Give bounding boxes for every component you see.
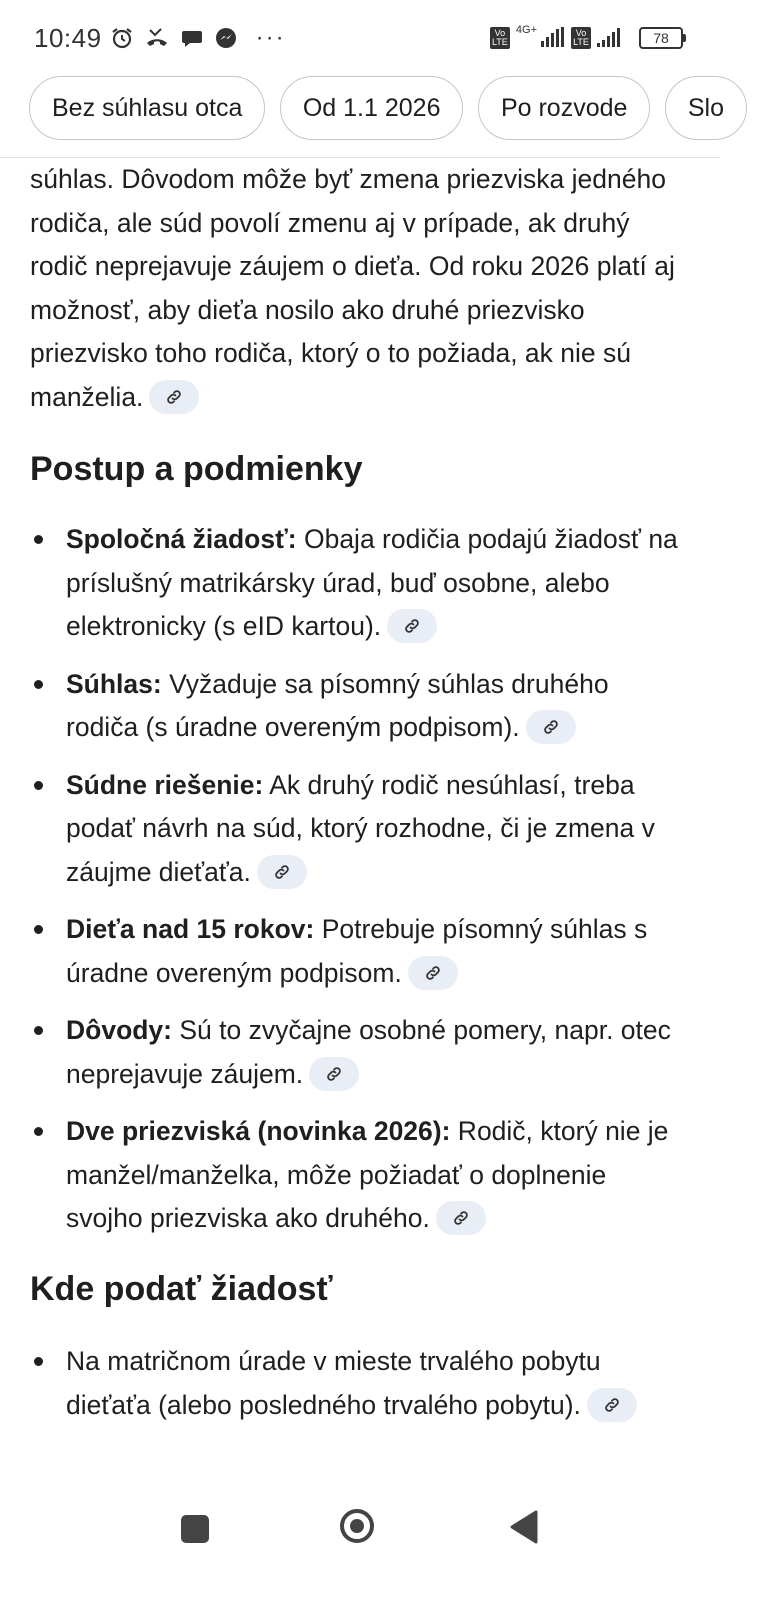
intro-text: súhlas. Dôvodom môže byť zmena priezviska jedného rodiča, ale súd povolí zmenu aj v prípade, ak druhý rodič neprejavuje záujem o dieťa. Od roku 2026 platí aj možnosť, aby dieťa nosilo ako druhé priezvisko priezvisko toho rodiča, ktorý o to požiada, ak nie sú manželia. xyxy=(30,164,675,412)
source-link-button[interactable] xyxy=(387,609,437,643)
link-icon xyxy=(603,1396,621,1414)
messenger-icon xyxy=(214,26,238,50)
back-icon[interactable] xyxy=(508,1510,538,1549)
where-to-apply-list xyxy=(0,1340,720,1441)
section-heading-postup: Postup a podmienky xyxy=(30,450,363,488)
link-icon xyxy=(273,863,291,881)
source-link-button[interactable] xyxy=(309,1057,359,1091)
chip-bez-suhlasu-otca[interactable]: Bez súhlasu otca xyxy=(29,76,265,140)
list-item: Spoločná žiadosť: Obaja rodičia podajú žiadosť na príslušný matrikársky úrad, buď osobne, alebo elektronicky (s eID kartou). xyxy=(0,518,720,649)
volte-badge-2: Vo LTE xyxy=(571,27,591,49)
chip-od-2026[interactable]: Od 1.1 2026 xyxy=(280,76,464,140)
recent-apps-icon[interactable] xyxy=(181,1515,209,1543)
list-item: Dieťa nad 15 rokov: Potrebuje písomný súhlas s úradne overeným podpisom. xyxy=(0,908,720,995)
conditions-list xyxy=(0,518,720,1255)
home-icon[interactable] xyxy=(340,1509,374,1543)
source-link-button[interactable] xyxy=(436,1201,486,1235)
status-bar xyxy=(0,0,720,76)
more-notifications-indicator: ··· xyxy=(255,24,286,51)
link-icon xyxy=(165,388,183,406)
status-time: 10:49 xyxy=(34,22,102,53)
list-item: Dve priezviská (novinka 2026): Rodič, ktorý nie je manžel/manželka, môže požiadať o doplnenie svojho priezviska ako druhého. xyxy=(0,1110,720,1241)
list-item: Dôvody: Sú to zvyčajne osobné pomery, napr. otec neprejavuje záujem. xyxy=(0,1009,720,1096)
intro-paragraph xyxy=(0,158,720,419)
chip-po-rozvode[interactable]: Po rozvode xyxy=(478,76,650,140)
chip-slo[interactable]: Slo xyxy=(665,76,747,140)
status-notification-icons xyxy=(110,24,286,52)
source-link-button[interactable] xyxy=(257,855,307,889)
list-item: Súdne riešenie: Ak druhý rodič nesúhlasí, treba podať návrh na súd, ktorý rozhodne, či je zmena v záujme dieťaťa. xyxy=(0,764,720,895)
link-icon xyxy=(452,1209,470,1227)
source-link-button[interactable] xyxy=(526,710,576,744)
source-link-button[interactable] xyxy=(149,380,199,414)
link-icon xyxy=(424,964,442,982)
battery-icon xyxy=(639,27,686,49)
signal-icon-1 xyxy=(541,23,565,54)
list-item: Súhlas: Vyžaduje sa písomný súhlas druhého rodiča (s úradne overeným podpisom). xyxy=(0,663,720,750)
suggestion-chips xyxy=(0,76,724,158)
section-heading-kde-podat: Kde podať žiadosť xyxy=(30,1270,333,1308)
link-icon xyxy=(403,617,421,635)
answer-content xyxy=(0,158,720,1488)
system-navigation-bar xyxy=(0,1488,720,1600)
status-system-icons xyxy=(490,23,686,54)
link-icon xyxy=(325,1065,343,1083)
battery-level: 78 xyxy=(639,27,683,49)
link-icon xyxy=(542,718,560,736)
network-type: 4G+ xyxy=(515,24,537,36)
source-link-button[interactable] xyxy=(408,956,458,990)
signal-icon-2 xyxy=(597,23,627,54)
missed-call-icon xyxy=(144,26,170,50)
chat-bubble-icon xyxy=(180,26,204,50)
alarm-icon xyxy=(110,26,134,50)
source-link-button[interactable] xyxy=(587,1388,637,1422)
list-item: Na matričnom úrade v mieste trvalého pobytu dieťaťa (alebo posledného trvalého pobytu). xyxy=(0,1340,720,1427)
volte-badge-1: Vo LTE xyxy=(490,27,510,49)
